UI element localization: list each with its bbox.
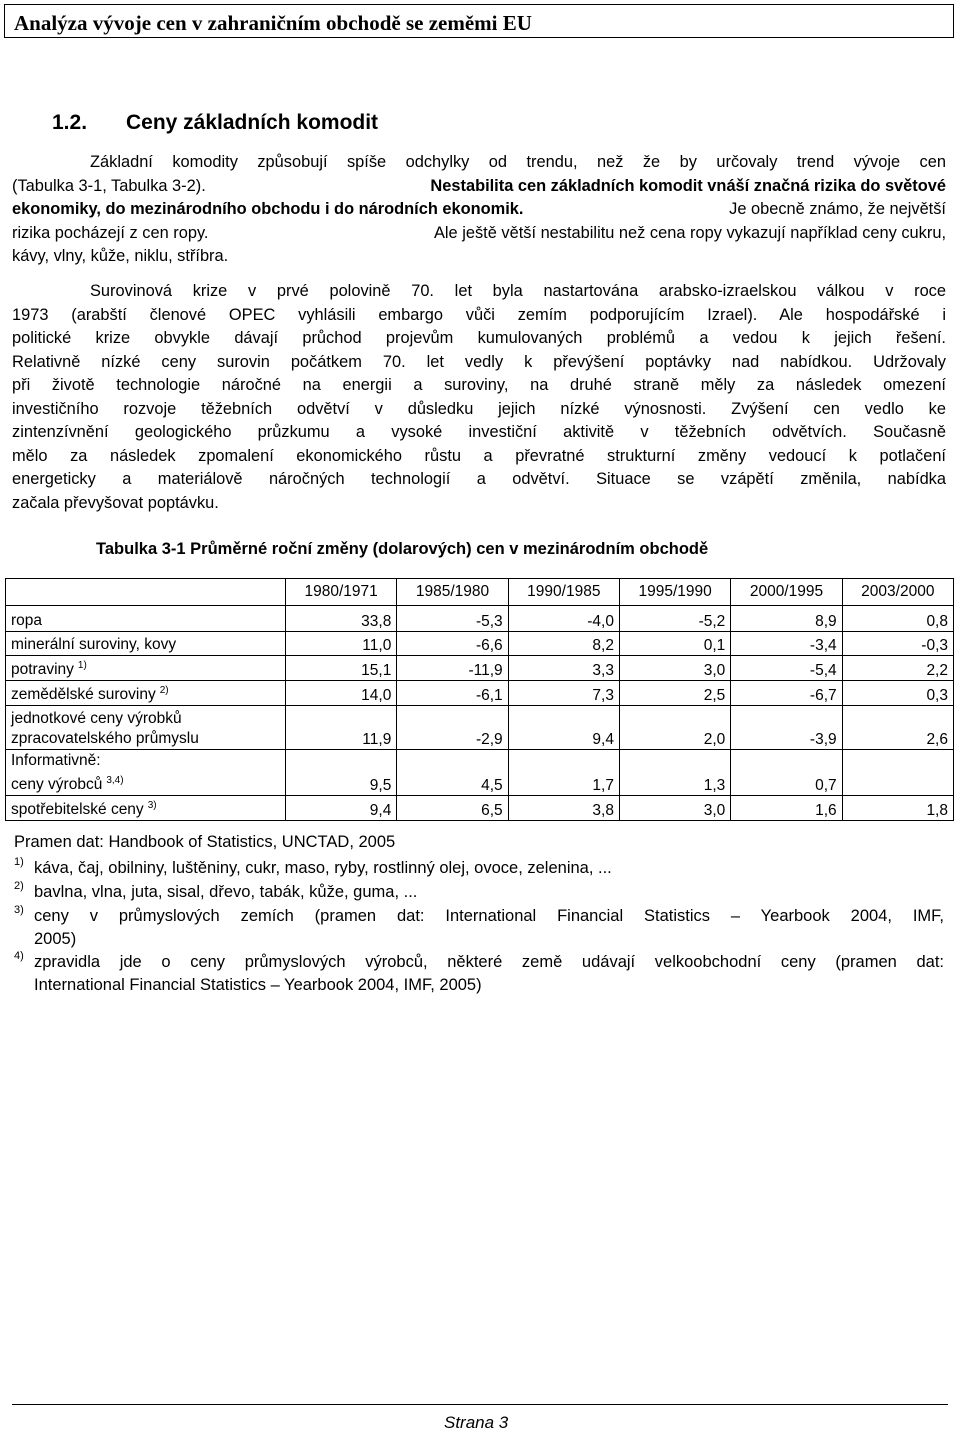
crisis-line: politické krize obvykle dávají průchod projevům kumulovaných problémů a vedou k jejich řešení. <box>12 329 946 347</box>
footnote-ref: 1) <box>77 660 87 671</box>
intro-line-1: Základní komodity způsobují spíše odchylky od trendu, než že by určovaly trend vývoje cen <box>90 153 946 171</box>
crisis-line: 1973 (arabští členové OPEC vyhlásili embargo vůči zemím podporujícím Izrael). Ale hospodářské i <box>12 305 946 324</box>
table-cell: 6,5 <box>397 796 508 821</box>
row-label-text: Informativně: <box>11 752 101 769</box>
table-row <box>6 632 954 656</box>
table-cell: 7,3 <box>508 681 619 706</box>
table-caption: Tabulka 3-1 Průměrné roční změny (dolarových) cen v mezinárodním obchodě <box>96 540 709 558</box>
footnote-mark: 2) <box>14 880 24 892</box>
footnote-text <box>34 905 944 951</box>
table-row <box>6 796 954 821</box>
price-change-table <box>5 578 954 821</box>
crisis-line: investičního rozvoje těžebních odvětví v důsledku jejich nízké výnosnosti. Zvýšení cen vedlo ke <box>12 399 946 418</box>
row-label-wrap <box>11 771 280 795</box>
crisis-line: mělo za následek zpomalení ekonomického růstu a převratné strukturní změny vedoucí k potlačení <box>12 446 946 465</box>
footnote-line: káva, čaj, obilniny, luštěniny, cukr, maso, ryby, rostlinný olej, ovoce, zelenina, ... <box>34 859 612 877</box>
footnote-text <box>34 881 944 904</box>
table-cell: -0,3 <box>842 632 953 656</box>
table-row <box>6 706 954 750</box>
table-cell: 2,5 <box>619 681 730 706</box>
row-label-text: ropa <box>11 612 43 629</box>
footnote-text <box>34 857 944 880</box>
row-label-text: zemědělské suroviny <box>11 686 156 703</box>
table-cell <box>842 750 953 796</box>
table-cell: -2,9 <box>397 706 508 750</box>
table-source: Pramen dat: Handbook of Statistics, UNCTAD, 2005 <box>14 833 396 851</box>
crisis-line: Relativně nízké ceny surovin počátkem 70. let vedly k převýšení poptávky nad nabídkou. Udržovaly <box>12 352 946 371</box>
table-cell: 1,8 <box>842 796 953 821</box>
page-number: Strana 3 <box>444 1413 509 1432</box>
intro-line-2-bold: Nestabilita cen základních komodit vnáší značná rizika do světové <box>430 176 946 195</box>
row-label <box>6 706 286 750</box>
row-label-text: minerální suroviny, kovy <box>11 636 177 653</box>
table-row <box>6 750 954 796</box>
table-header-row <box>6 579 954 606</box>
row-label-wrap <box>11 681 280 705</box>
intro-line-3 <box>12 198 946 222</box>
table-cell: 15,1 <box>286 656 397 681</box>
intro-line-4-b: Ale ještě větší nestabilitu než cena ropy vykazují například ceny cukru, <box>433 223 946 242</box>
footnote-line: 2005) <box>34 930 77 948</box>
table-cell: 33,8 <box>286 606 397 632</box>
table-cell: 2,0 <box>619 706 730 750</box>
table-cell: -4,0 <box>508 606 619 632</box>
table-cell: 14,0 <box>286 681 397 706</box>
section-number: 1.2. <box>52 111 88 134</box>
table-cell: 8,2 <box>508 632 619 656</box>
crisis-paragraph <box>12 280 946 515</box>
row-label-text: spotřebitelské ceny <box>11 801 144 818</box>
table-column-header: 1985/1980 <box>397 579 508 606</box>
intro-line-2 <box>12 175 946 199</box>
intro-line-5: kávy, vlny, kůže, niklu, stříbra. <box>12 247 229 265</box>
table-cell: -6,6 <box>397 632 508 656</box>
table-cell: 1,3 <box>619 750 730 796</box>
table-column-header: 2000/1995 <box>731 579 842 606</box>
footnote-text <box>34 951 944 997</box>
row-label <box>6 606 286 632</box>
table-cell: -3,4 <box>731 632 842 656</box>
table-cell: -5,3 <box>397 606 508 632</box>
footnote-line: bavlna, vlna, juta, sisal, dřevo, tabák, kůže, guma, ... <box>34 883 418 901</box>
footnote-ref: 3,4) <box>106 775 124 786</box>
table-column-header: 2003/2000 <box>842 579 953 606</box>
table-cell: 0,3 <box>842 681 953 706</box>
table-cell: 2,2 <box>842 656 953 681</box>
footnote-mark: 4) <box>14 950 24 962</box>
footnote-line: International Financial Statistics – Yearbook 2004, IMF, 2005) <box>34 976 482 994</box>
footnote-mark: 1) <box>14 856 24 868</box>
table-cell: 0,8 <box>842 606 953 632</box>
table-cell: 2,6 <box>842 706 953 750</box>
row-label-wrap <box>11 796 280 820</box>
table-cell: -6,7 <box>731 681 842 706</box>
table-cell: 9,4 <box>508 706 619 750</box>
table-column-header: 1990/1985 <box>508 579 619 606</box>
table-cell: 4,5 <box>397 750 508 796</box>
table-cell: 3,8 <box>508 796 619 821</box>
crisis-line: zintenzívnění geologického průzkumu a vysoké investiční aktivitě v těžebních odvětvích. Současně <box>12 423 946 441</box>
footnote <box>14 857 944 880</box>
crisis-line: začala převyšovat poptávku. <box>12 493 219 512</box>
intro-line-4-a: rizika pocházejí z cen ropy. <box>12 223 209 242</box>
footnote-line: zpravidla jde o ceny průmyslových výrobců, některé země udávají velkoobchodní ceny (pramen dat: <box>34 953 944 971</box>
table-cell: 8,9 <box>731 606 842 632</box>
footnote-line: ceny v průmyslových zemích (pramen dat: International Financial Statistics – Yearbook 2004, IMF, <box>34 907 944 925</box>
footnote <box>14 951 944 997</box>
row-label-text: potraviny <box>11 661 74 678</box>
table-cell: -11,9 <box>397 656 508 681</box>
table-cell: -6,1 <box>397 681 508 706</box>
table-cell: 1,7 <box>508 750 619 796</box>
intro-line-3-plain: Je obecně známo, že největší <box>729 200 946 218</box>
table-cell: -5,4 <box>731 656 842 681</box>
table-cell: 9,5 <box>286 750 397 796</box>
intro-line-3-bold: ekonomiky, do mezinárodního obchodu i do národních ekonomik. <box>12 200 524 218</box>
row-label-text: jednotkové ceny výrobků <box>11 710 182 727</box>
row-label-text-2: ceny výrobců <box>11 776 103 793</box>
table-header-empty <box>6 579 286 606</box>
intro-paragraph <box>12 151 946 269</box>
header-title: Analýza vývoje cen v zahraničním obchodě se zeměmi EU <box>14 11 532 35</box>
intro-line-2-plain: (Tabulka 3-1, Tabulka 3-2). <box>12 176 206 195</box>
table-cell: 3,0 <box>619 656 730 681</box>
row-label <box>6 681 286 706</box>
table-cell: 11,0 <box>286 632 397 656</box>
table-row <box>6 606 954 632</box>
row-label <box>6 632 286 656</box>
row-label-text-2: zpracovatelského průmyslu <box>11 730 199 747</box>
footnote <box>14 881 944 904</box>
table-cell: 11,9 <box>286 706 397 750</box>
table-cell: 3,0 <box>619 796 730 821</box>
crisis-line: energeticky a materiálově náročných technologií a odvětví. Situace se vzápětí změnila, nabídka <box>12 470 946 488</box>
table-cell: 1,6 <box>731 796 842 821</box>
intro-line-4 <box>12 222 946 246</box>
row-label <box>6 656 286 681</box>
footnote-ref: 3) <box>147 800 157 811</box>
crisis-line: Surovinová krize v prvé polovině 70. let byla nastartována arabsko-izraelskou válkou v roce <box>90 282 946 300</box>
table-column-header: 1980/1971 <box>286 579 397 606</box>
section-title: Ceny základních komodit <box>126 111 379 134</box>
running-header <box>4 4 954 38</box>
footnote <box>14 905 944 951</box>
table-column-header: 1995/1990 <box>619 579 730 606</box>
crisis-line: při životě technologie náročné na energii a suroviny, na druhé straně měly za následek omezení <box>12 376 946 394</box>
table-cell: 3,3 <box>508 656 619 681</box>
row-label <box>6 750 286 796</box>
row-label <box>6 796 286 821</box>
table-row <box>6 681 954 706</box>
table-cell: -3,9 <box>731 706 842 750</box>
table-cell: 0,7 <box>731 750 842 796</box>
footnote-mark: 3) <box>14 904 24 916</box>
footer-divider <box>12 1404 948 1405</box>
table-cell: -5,2 <box>619 606 730 632</box>
table-row <box>6 656 954 681</box>
footnote-ref: 2) <box>159 685 169 696</box>
table-cell: 9,4 <box>286 796 397 821</box>
row-label-wrap <box>11 656 280 680</box>
table-cell: 0,1 <box>619 632 730 656</box>
